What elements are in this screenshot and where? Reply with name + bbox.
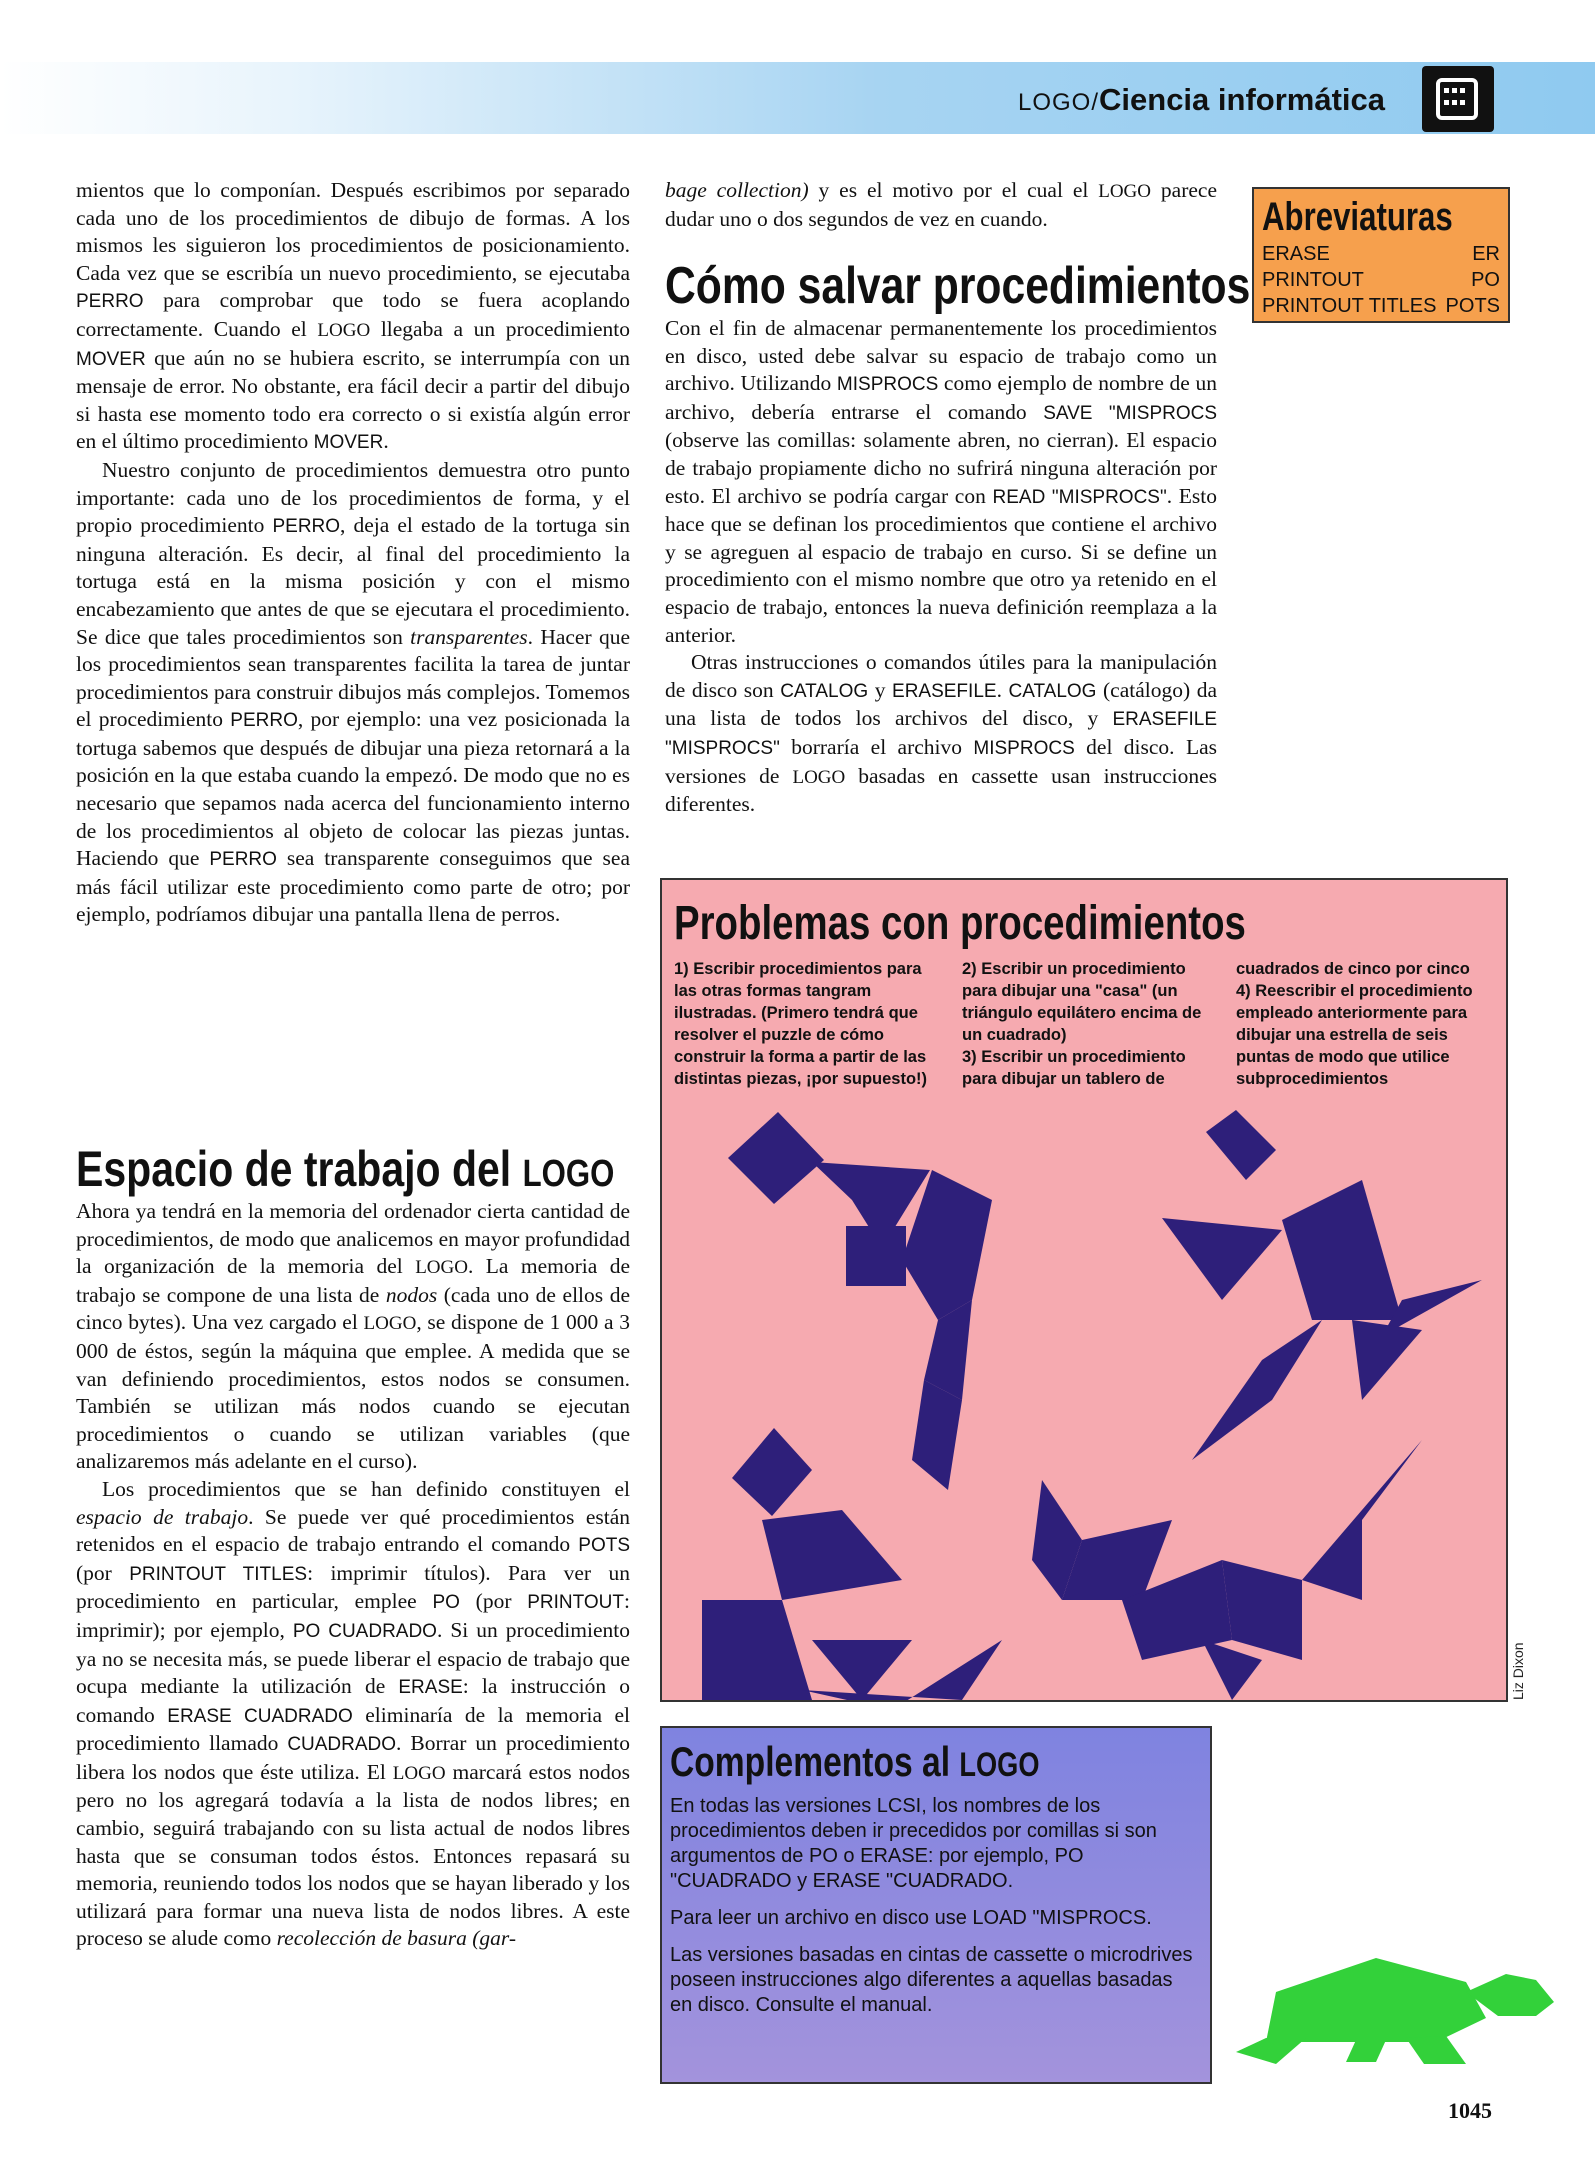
turtle-illustration <box>1236 1952 1564 2072</box>
text-run: CATALOG <box>1008 680 1097 702</box>
tangram-figure-cat <box>1032 1440 1422 1700</box>
paragraph <box>665 649 1217 819</box>
text-run: LOGO <box>415 1257 468 1279</box>
text-run: (observe las comillas: solamente abren, no cierran). El espacio de trabajo propiamente dicho no sufrirá ninguna alteración por esto. El archivo se podría cargar con <box>665 428 1217 508</box>
tangram-illustrations <box>662 880 1506 1700</box>
text-run: ERASEFILE "MISPROCS" <box>665 709 1217 759</box>
complements-paragraph: Las versiones basadas en cintas de cassette o microdrives poseen instrucciones algo diferentes a aquellas basadas en disco. Consulte el manual. <box>670 1944 1193 2016</box>
text-run: . <box>996 677 1009 702</box>
text-run: 2) <box>962 960 977 978</box>
text-run: llegaba a un procedimiento <box>370 316 630 341</box>
text-run: Nuestro conjunto de procedimientos demuestra otro punto importante: cada uno de los procedimientos de forma, y el propio procedimiento <box>76 457 630 538</box>
paragraph <box>76 1476 630 1953</box>
text-run: : imprimir); por ejemplo, <box>76 1589 630 1642</box>
text-run: : imprimir títulos). Para ver un procedimiento en particular, emplee <box>76 1560 630 1614</box>
middle-column <box>665 315 1217 819</box>
text-run: MISPROCS <box>973 737 1075 759</box>
problems-box <box>660 878 1508 1702</box>
tangram-figure-sitter <box>702 1428 1002 1700</box>
section-title <box>1018 82 1385 118</box>
text-run: . Hacer que los procedimientos sean transparentes facilita la tarea de juntar procedimientos para construir dibujos más complejos. Tomemos el procedimiento <box>76 624 631 732</box>
text-run: parece dudar uno o dos segundos de vez en cuando. <box>665 178 1217 231</box>
text-run: . Esto hace que se definan los procedimientos que contiene el archivo y se agreguen al espacio de trabajo en curso. Si se define un procedimiento con el mismo nombre que otro ya retenido en el espacio de trabajo, entonces la nueva definición reemplaza a la anterior. <box>665 483 1217 647</box>
text-run: 4) <box>1236 982 1251 1000</box>
text-run: marcará estos nodos pero no los agregará todavía a la lista de nodos libres; en cambio, seguirá trabajando con su lista actual de nodos libres hasta que se consuman todos éstos. Entonces repasará su memoria, reuniendo todos los nodos que se hayan liberado y los utilizará para formar una nueva lista de nodos libres. A este proceso se alude como <box>76 1759 630 1951</box>
text-run: , por ejemplo: una vez posicionada la tortuga sabemos que después de dibujar una pieza retornará a la posición en la que estaba cuando la empezó. De modo que no es necesario que sepamos nada acerca del funcionamiento interno de los procedimientos al objeto de colocar las piezas juntas. Haciendo que <box>76 707 630 871</box>
text-run: PERRO <box>272 516 341 538</box>
paragraph <box>76 177 630 457</box>
text-run: 1) <box>674 960 689 978</box>
text-run: Escribir un procedimiento para dibujar un tablero de <box>962 1048 1186 1088</box>
text-run: PERRO <box>230 710 298 732</box>
text-run: Con el fin de almacenar permanentemente los procedimientos en disco, usted debe salvar su espacio de trabajo como un archivo. Utilizando <box>665 316 1217 396</box>
text-run: para comprobar que todo se fuera acoplando correctamente. Cuando el <box>76 288 630 341</box>
text-run: Reescribir el procedimiento empleado anteriormente para dibujar una estrella de seis puntas de modo que utilice subprocedimientos <box>1236 982 1473 1088</box>
text-run: recolección de basura (gar- <box>276 1926 516 1951</box>
text-run: que aún no se hubiera escrito, se interrumpía con un mensaje de error. No obstante, era fácil decir a partir del dibujo si hasta ese momento todo era correcto o si existía algún error en el último procedimiento <box>76 345 630 454</box>
text-run: borraría el archivo <box>779 734 974 759</box>
text-run: PO CUADRADO <box>292 1620 437 1642</box>
abbreviations-title: Abreviaturas <box>1262 195 1453 239</box>
heading-workspace: Espacio de trabajo del LOGO <box>76 1141 615 1197</box>
text-run: (cada uno de ellos de cinco bytes). Una vez cargado el <box>76 1282 631 1335</box>
text-run: . <box>383 429 389 454</box>
text-run: LOGO <box>792 766 846 788</box>
text-run: LOGO <box>1098 181 1152 202</box>
page-number: 1045 <box>1448 2098 1492 2123</box>
text-run: . Se puede ver qué procedimientos están retenidos en el espacio de trabajo entrando el comando <box>76 1504 630 1557</box>
text-run: SAVE "MISPROCS <box>1043 402 1218 424</box>
text-run: nodos <box>385 1282 438 1307</box>
text-run: PERRO <box>76 291 144 313</box>
text-run: y es el motivo por el cual el <box>808 178 1099 202</box>
text-run: . La memoria de trabajo se compone de una lista de <box>76 1254 630 1307</box>
tangram-figure-dog-head <box>728 1112 992 1490</box>
text-run: READ "MISPROCS" <box>992 486 1167 508</box>
complements-body <box>670 1794 1200 2030</box>
text-run: MISPROCS <box>836 374 939 396</box>
complements-box <box>660 1726 1212 2084</box>
middle-column-top <box>665 177 1217 233</box>
text-run: Escribir un procedimiento para dibujar una "casa" (un triángulo equilátero encima de un cuadrado) <box>962 960 1202 1044</box>
text-run: Los procedimientos que se han definido constituyen el <box>102 1476 630 1501</box>
left-column-lower <box>76 1198 630 1953</box>
text-run: eliminaría de la memoria el procedimiento llamado <box>76 1702 631 1756</box>
paragraph <box>76 1198 630 1476</box>
text-run: bage collection) <box>665 178 809 202</box>
text-run: espacio de trabajo <box>76 1504 249 1529</box>
heading-save-procedures: Cómo salvar procedimientos <box>665 257 1251 315</box>
text-run: (catálogo) da una lista de todos los archivos del disco, y <box>665 677 1217 731</box>
abbreviations-box: Abreviaturas ERASE ER PRINTOUT PO PRINTOUT TITLES POTS <box>1252 187 1510 323</box>
text-run: . Borrar un procedimiento libera los nodos que éste utiliza. El <box>76 1731 631 1784</box>
paragraph <box>665 177 1217 233</box>
text-run: (por <box>459 1589 528 1614</box>
text-run: , se dispone de 1 000 a 3 000 de éstos, según la máquina que emplee. A medida que se van definiendo procedimientos, estos nodos se consumen. También se utilizan más nodos cuando se ejecutan procedimientos o cuando se utilizan variables (que analizaremos más adelante en el curso). <box>76 1310 630 1474</box>
text-run: cuadrados de cinco por cinco <box>1236 960 1470 978</box>
text-run: MOVER <box>313 432 384 454</box>
complements-title: Complementos al LOGO <box>670 1738 1040 1785</box>
left-column <box>76 177 630 929</box>
paragraph <box>665 315 1217 649</box>
text-run: PO <box>432 1592 460 1614</box>
text-run: PRINTOUT TITLES <box>129 1563 308 1585</box>
section-title-text: Ciencia informática <box>1099 82 1385 117</box>
text-run: Escribir procedimientos para las otras formas tangram ilustradas. (Primero tendrá que resolver el puzzle de cómo construir la forma a partir de las distintas piezas, ¡por supuesto!) <box>674 960 928 1088</box>
text-run: como ejemplo de nombre de un archivo, debería entrarse el comando <box>665 371 1217 424</box>
tangram-figure-runner <box>1162 1110 1482 1460</box>
text-run: POTS <box>578 1535 630 1557</box>
text-run: CUADRADO <box>287 1734 397 1756</box>
text-run: (por <box>76 1560 130 1585</box>
text-run: ERASEFILE <box>892 680 997 702</box>
logo-word: LOGO <box>522 1153 615 1195</box>
text-run: LOGO <box>317 319 371 341</box>
text-run: 3) <box>962 1048 977 1066</box>
text-run: . Si un procedimiento ya no se necesita más, se puede liberar el espacio de trabajo que ocupa mediante la utilización de <box>76 1617 630 1699</box>
text-run: ERASE <box>398 1677 463 1699</box>
problems-title: Problemas con procedimientos <box>674 897 1246 950</box>
text-run: PRINTOUT <box>527 1592 625 1614</box>
text-run: sea transparente conseguimos que sea más fácil utilizar este procedimiento como parte de otro; por ejemplo, podríamos dibujar una pantalla llena de perros. <box>76 846 630 927</box>
text-run: LOGO <box>392 1762 446 1784</box>
text-run: LOGO <box>363 1313 417 1335</box>
computer-icon <box>1422 66 1494 132</box>
text-run: del disco. Las versiones de <box>665 734 1217 788</box>
illustration-credit: Liz Dixon <box>1510 1642 1526 1700</box>
text-run: PERRO <box>209 849 277 871</box>
text-run: CATALOG <box>780 680 869 702</box>
section-prefix: LOGO/ <box>1017 89 1100 116</box>
text-run: y <box>868 677 893 702</box>
text-run: ERASE CUADRADO <box>167 1705 353 1727</box>
complements-paragraph: Para leer un archivo en disco use LOAD "MISPROCS. <box>670 1907 1152 1929</box>
complements-paragraph: En todas las versiones LCSI, los nombres de los procedimientos deben ir precedidos por comillas si son argumentos de PO o ERASE: por ejemplo, PO "CUADRADO y ERASE "CUADRADO. <box>670 1795 1157 1892</box>
paragraph <box>76 457 630 929</box>
text-run: , deja el estado de la tortuga sin ninguna alteración. Es decir, al final del procedimiento la tortuga está en la misma posición y con el mismo encabezamiento que antes de que se ejecutara el procedimiento. Se dice que tales procedimientos son <box>76 513 630 649</box>
text-run: Ahora ya tendrá en la memoria del ordenador cierta cantidad de procedimientos, de modo que analicemos en mayor profundidad la organización de la memoria del <box>76 1199 630 1279</box>
text-run: basadas en cassette usan instrucciones diferentes. <box>665 763 1218 817</box>
text-run: MOVER <box>76 348 146 370</box>
text-run: Otras instrucciones o comandos útiles para la manipulación de disco son <box>665 650 1217 702</box>
text-run: : la instrucción o comando <box>76 1674 630 1727</box>
text-run: mientos que lo componían. Después escribimos por separado cada uno de los procedimientos de dibujo de formas. A los mismos les siguieron los procedimientos de posicionamiento. Cada vez que se escribía un nuevo procedimiento, se ejecutaba <box>76 178 630 285</box>
text-run: transparentes <box>410 624 528 649</box>
